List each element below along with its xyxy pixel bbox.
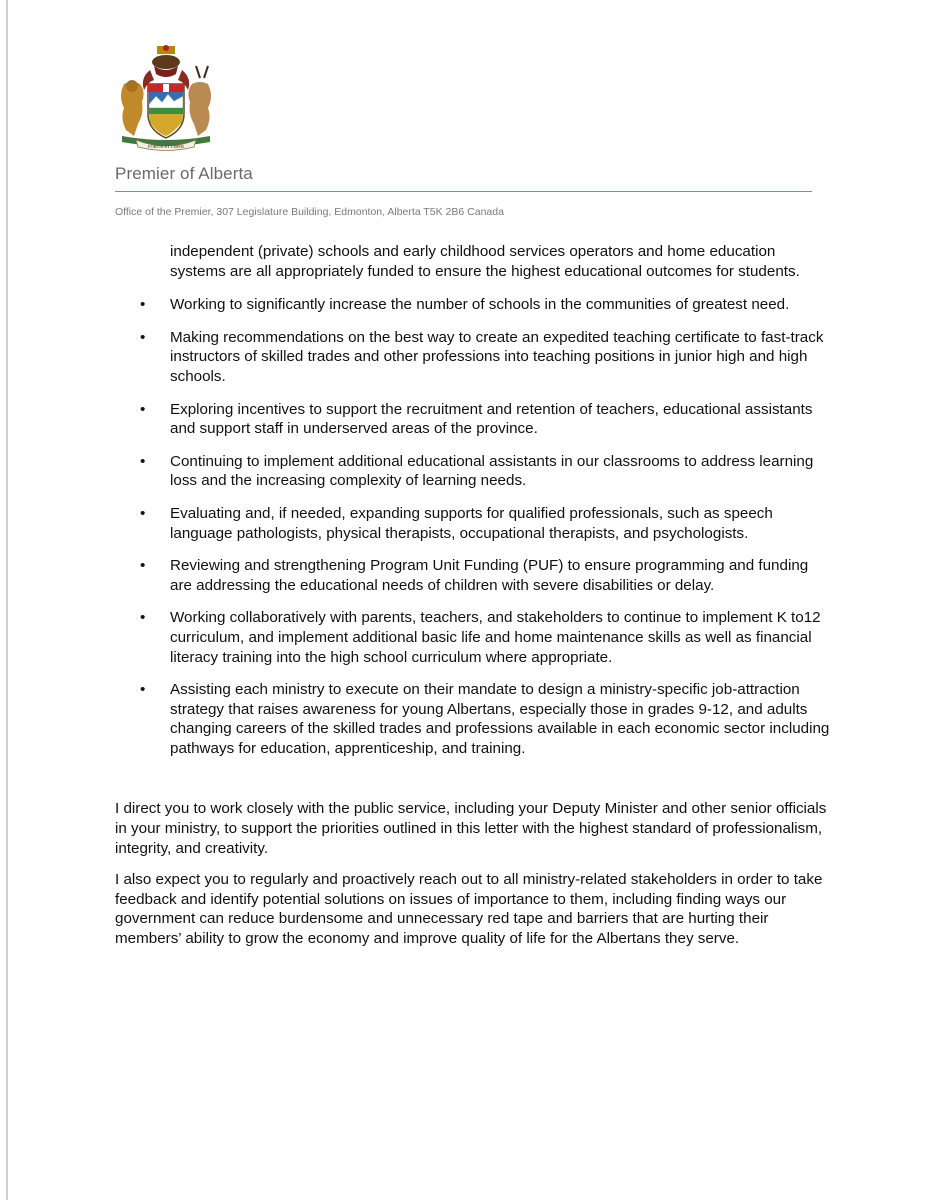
helm-shape xyxy=(152,55,180,69)
list-item xyxy=(115,452,830,491)
page-edge-rule xyxy=(6,0,8,1200)
list-item xyxy=(115,556,830,595)
alberta-coat-of-arms-logo xyxy=(110,44,222,152)
list-item xyxy=(115,680,830,758)
letterhead-address: Office of the Premier, 307 Legislature Building, Edmonton, Alberta T5K 2B6 Canada xyxy=(115,206,504,218)
list-item-text: Reviewing and strengthening Program Unit Funding (PUF) to ensure programming and funding are addressing the educational needs of children with severe disabilities or delay. xyxy=(170,557,809,594)
crown-jewel-shape xyxy=(163,45,169,51)
list-item xyxy=(115,328,830,387)
pronghorn-horns-shape xyxy=(196,66,208,78)
letter-body xyxy=(115,242,830,961)
list-item xyxy=(115,608,830,667)
bullet-icon: • xyxy=(140,609,146,627)
priority-bullet-list xyxy=(115,295,830,758)
direction-paragraph: I direct you to work closely with the public service, including your Deputy Minister and other senior officials in your ministry, to support the priorities outlined in this letter with the highest standard of professionalism, integrity, and creativity. xyxy=(115,800,827,857)
shield-cross-shape xyxy=(163,84,169,92)
bullet-icon: • xyxy=(140,504,146,522)
shield-hills-shape xyxy=(149,108,183,114)
pronghorn-supporter-shape xyxy=(188,82,211,136)
letterhead-rule xyxy=(115,191,812,192)
list-item-text: Working to significantly increase the number of schools in the communities of greatest need. xyxy=(170,296,790,314)
list-item xyxy=(115,295,830,315)
list-item-text: Continuing to implement additional educational assistants in our classrooms to address learning loss and the increasing complexity of learning needs. xyxy=(170,452,814,490)
list-item-text: Working collaboratively with parents, teachers, and stakeholders to continue to implement K to12 curriculum, and implement additional basic life and home maintenance skills as well as financial literacy training into the high school curriculum where appropriate. xyxy=(170,609,821,666)
expectation-paragraph: I also expect you to regularly and proactively reach out to all ministry-related stakeholders in order to take feedback and identify potential solutions on issues of importance to them, including finding ways our government can reduce burdensome and unnecessary red tape and barriers that are hurting their members’ ability to grow the economy and improve quality of life for the Albertans they serve. xyxy=(115,871,823,948)
crest-motto-text: FORTIS ET LIBER xyxy=(148,144,184,149)
list-item-text: Evaluating and, if needed, expanding supports for qualified professionals, such as speech language pathologists, physical therapists, occupational therapists, and psychologists. xyxy=(170,504,773,542)
bullet-icon: • xyxy=(140,452,146,470)
bullet-icon: • xyxy=(140,681,146,699)
bullet-icon: • xyxy=(140,328,146,346)
continued-paragraph: independent (private) schools and early childhood services operators and home education systems are all appropriately funded to ensure the highest educational outcomes for students. xyxy=(170,243,800,280)
bullet-icon: • xyxy=(140,557,146,575)
list-item-text: Exploring incentives to support the recruitment and retention of teachers, educational assistants and support staff in underserved areas of the province. xyxy=(170,400,813,438)
shield-wheat-field-shape xyxy=(149,114,183,136)
list-item-text: Assisting each ministry to execute on their mandate to design a ministry-specific job-attraction strategy that raises awareness for young Albertans, especially those in grades 9-12, and adults changing careers of the skilled trades and professions available in each economic sector including pathways for education, apprenticeship, and training. xyxy=(170,681,830,757)
bullet-icon: • xyxy=(140,400,146,418)
bullet-icon: • xyxy=(140,296,146,314)
list-item xyxy=(115,400,830,439)
list-item xyxy=(115,504,830,543)
lion-head-shape xyxy=(126,80,138,92)
letterhead-title: Premier of Alberta xyxy=(115,164,253,183)
list-item-text: Making recommendations on the best way to create an expedited teaching certificate to fast-track instructors of skilled trades and other professions into teaching positions in junior high and high schools. xyxy=(170,328,824,385)
section-spacer xyxy=(115,771,830,799)
